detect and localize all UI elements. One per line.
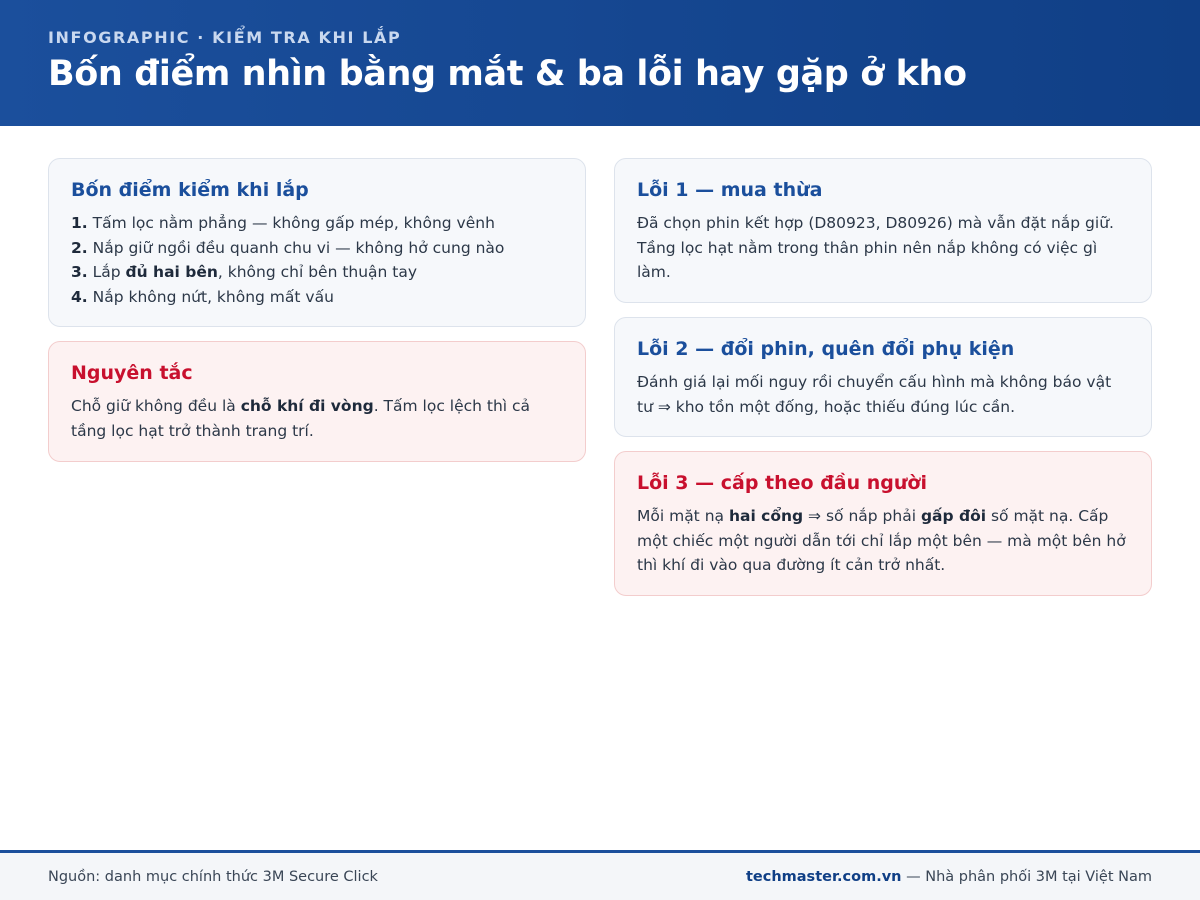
error-2-text: Đánh giá lại mối nguy rồi chuyển cấu hình mà không báo vật tư ⇒ kho tồn một đống, hoặc thiếu đúng lúc cần. [637,373,1112,416]
footer-credit [746,869,1152,885]
item-emphasis: đủ hai bên [125,263,218,281]
principle-emphasis: chỗ khí đi vòng [240,397,374,415]
list-item [71,211,563,236]
header-banner [0,0,1200,126]
error-2-card [614,317,1152,437]
item-text-rest: , không chỉ bên thuận tay [217,263,418,281]
footer-brand-link[interactable]: techmaster.com.vn [745,868,902,885]
error-3-text-1: Mỗi mặt nạ [637,507,729,525]
error-3-card [614,451,1152,596]
item-number: 2. [71,238,88,257]
principle-text-2: . Tấm lọc lệch thì cả tầng lọc hạt trở thành trang trí. [71,397,531,440]
item-number: 1. [71,214,88,232]
principle-card [48,341,586,462]
item-number: 4. [71,287,88,306]
item-text: Tấm lọc nằm phẳng — không gấp mép, không vênh [87,214,495,232]
error-3-text-2: ⇒ số nắp phải [803,507,921,525]
principle-text [71,394,563,443]
principle-title: Nguyên tắc [71,362,193,384]
item-text: Lắp [87,263,126,281]
eyebrow-label: INFOGRAPHIC · KIỂM TRA KHI LẮP [48,28,402,47]
error-3-text-3: số mặt nạ. Cấp một chiếc một người dẫn tới chỉ lắp một bên — mà một bên hở thì khí đi vào qua đường ít cản trở nhất. [637,507,1126,574]
error-1-card [614,158,1152,303]
list-item [71,285,563,310]
error-2-title: Lỗi 2 — đổi phin, quên đổi phụ kiện [637,338,1015,360]
error-1-text: Đã chọn phin kết hợp (D80923, D80926) mà vẫn đặt nắp giữ. Tầng lọc hạt nằm trong thân phin nên nắp không có việc gì làm. [637,214,1114,281]
principle-text-1: Chỗ giữ không đều là [71,397,241,415]
footer [0,850,1200,900]
item-number: 3. [71,263,88,281]
error-3-text [637,504,1129,578]
error-3-emphasis-2: gấp đôi [920,507,987,525]
error-1-title: Lỗi 1 — mua thừa [637,179,823,201]
item-text: Nắp giữ ngồi đều quanh chu vi — không hở cung nào [87,238,505,257]
page-title: Bốn điểm nhìn bằng mắt & ba lỗi hay gặp ở kho [48,54,967,94]
checklist-title: Bốn điểm kiểm khi lắp [71,179,309,201]
footer-source: Nguồn: danh mục chính thức 3M Secure Click [48,868,378,885]
checklist-list [71,211,563,309]
list-item [71,236,563,261]
error-3-emphasis-1: hai cổng [728,507,804,525]
list-item [71,260,563,285]
error-3-title: Lỗi 3 — cấp theo đầu người [637,472,927,494]
footer-tagline: — Nhà phân phối 3M tại Việt Nam [901,868,1152,885]
item-text: Nắp không nứt, không mất vấu [87,287,334,306]
checklist-card [48,158,586,327]
